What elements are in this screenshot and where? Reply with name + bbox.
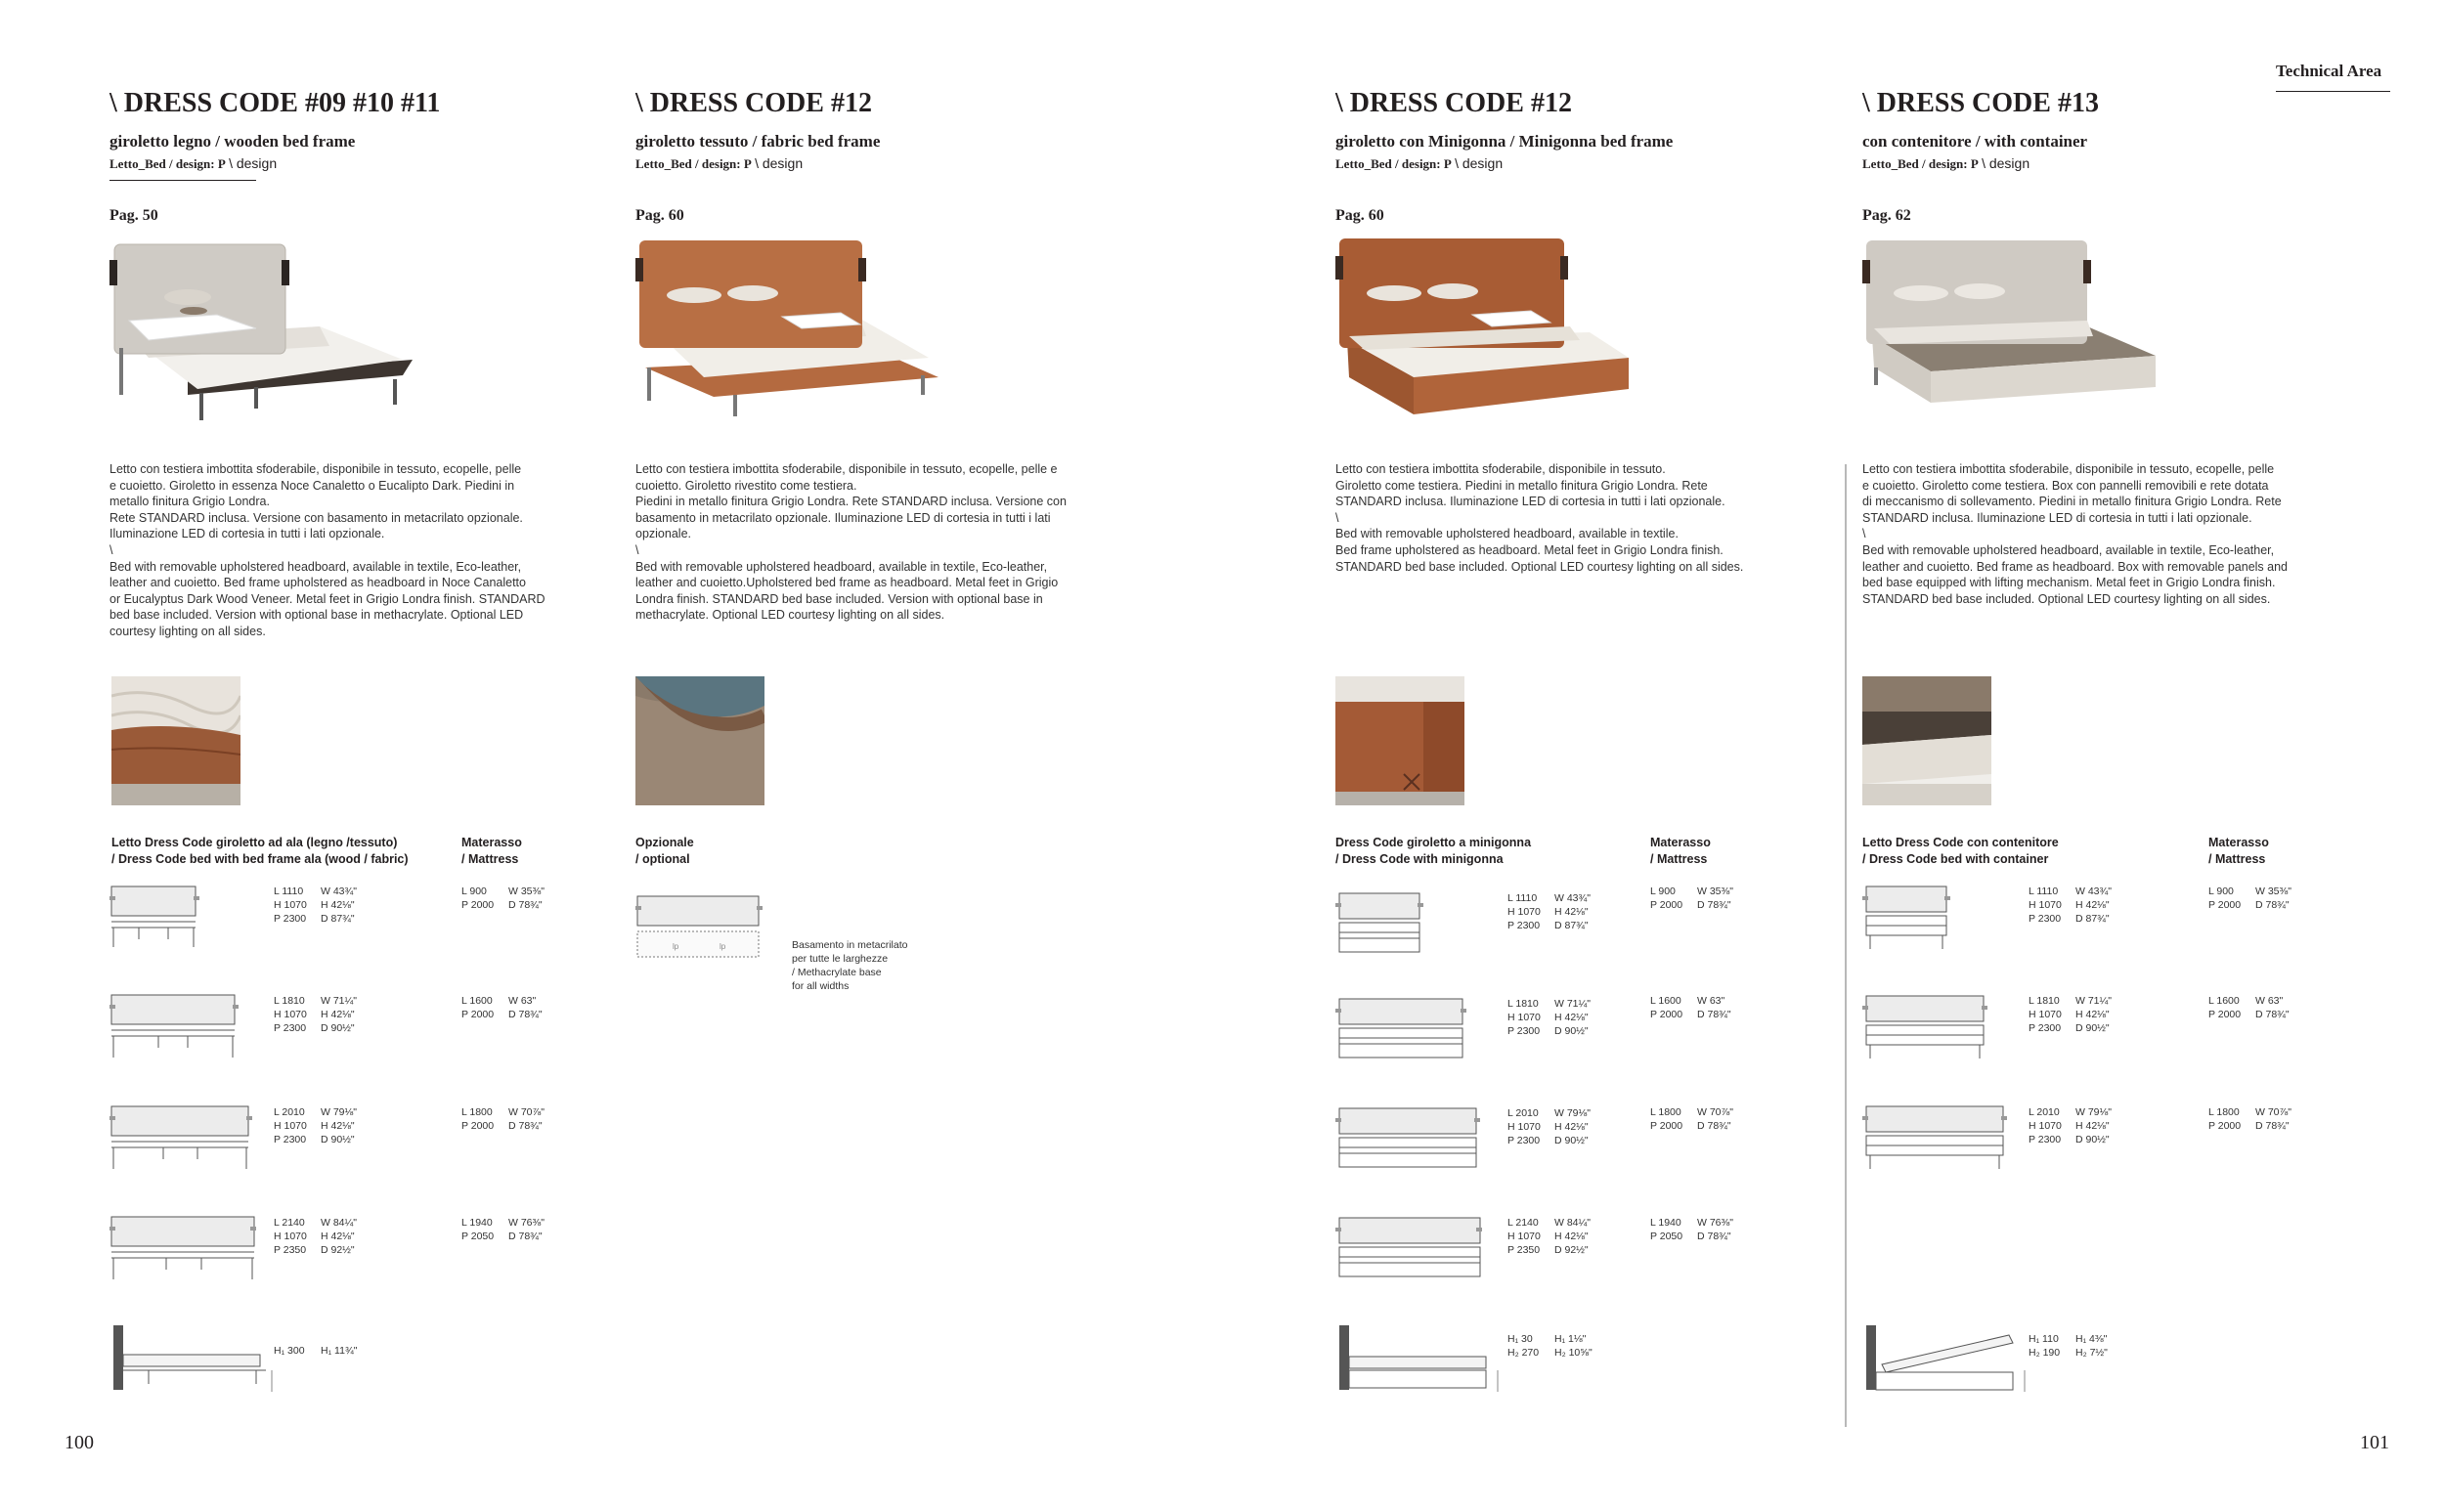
column-dress-code-09-10-11: [109, 0, 618, 1512]
dim-p: P 2350: [1507, 1244, 1541, 1256]
dim-d: D 87¾": [2075, 913, 2110, 925]
dim-hi: H 42⅛": [321, 1009, 355, 1020]
side-h2-in: H₂ 10⅝": [1554, 1347, 1593, 1359]
mat-d: D 78¾": [508, 899, 543, 911]
design-p: P: [743, 156, 752, 171]
dim-w: W 43¾": [321, 886, 357, 897]
column-subtitle: giroletto legno / wooden bed frame: [109, 132, 356, 151]
dim-d: D 92½": [321, 1244, 355, 1256]
dim-h: H 1070: [274, 1120, 307, 1132]
dim-h: H 1070: [274, 1231, 307, 1242]
dim-l: L 2010: [274, 1106, 305, 1118]
detail-photo-container: [1862, 676, 1991, 805]
side-h1-mm: H₁ 30: [1507, 1333, 1533, 1345]
dim-d: D 90½": [1554, 1135, 1589, 1146]
dim-d: D 90½": [2075, 1134, 2110, 1145]
mat-l: L 900: [1650, 886, 1676, 897]
bed-photo-minigonna: [1335, 231, 1648, 426]
dim-h: H 1070: [1507, 1121, 1541, 1133]
mat-d: D 78¾": [508, 1009, 543, 1020]
design-credit: [109, 155, 277, 172]
mat-d: D 78¾": [1697, 1009, 1731, 1020]
mat-w: W 35⅜": [508, 886, 545, 897]
mat-p: P 2000: [461, 899, 495, 911]
mat-l: L 1600: [1650, 995, 1681, 1007]
dim-w: W 71¼": [1554, 998, 1591, 1010]
dim-l: L 1110: [1507, 892, 1538, 904]
design-p: P: [1443, 156, 1452, 171]
mat-p: P 2000: [2208, 899, 2242, 911]
mat-w: W 76⅜": [1697, 1217, 1733, 1229]
dim-w: W 43¾": [2075, 886, 2112, 897]
design-prefix: Letto_Bed / design:: [109, 156, 215, 171]
mat-p: P 2000: [2208, 1120, 2242, 1132]
side-dimensions: [1507, 1332, 1593, 1360]
detail-photo-fabric: [635, 676, 764, 805]
side-h2-in: H₂ 7½": [2075, 1347, 2108, 1359]
mat-p: P 2050: [461, 1231, 495, 1242]
dim-p: P 2300: [1507, 1135, 1541, 1146]
column-subtitle: giroletto tessuto / fabric bed frame: [635, 132, 881, 151]
bed-dimensions-3: [2029, 1105, 2112, 1146]
bed-label: Letto Dress Code con contenitore / Dress Code bed with container: [1862, 836, 2059, 866]
mat-p: P 2000: [1650, 1120, 1683, 1132]
dim-hi: H 42⅛": [321, 1231, 355, 1242]
dim-l: L 1110: [274, 886, 304, 897]
design-credit: [635, 155, 803, 172]
bed-label: Dress Code giroletto a minigonna / Dress Code with minigonna: [1335, 836, 1532, 866]
bed-side-view-diagram: [1335, 1321, 1521, 1400]
mat-d: D 78¾": [1697, 1120, 1731, 1132]
page-number-left: 100: [65, 1432, 94, 1453]
dim-d: D 90½": [1554, 1025, 1589, 1037]
dim-hi: H 42⅛": [321, 1120, 355, 1132]
side-h2-mm: H₂ 190: [2029, 1347, 2061, 1359]
mat-w: W 76⅜": [508, 1217, 545, 1229]
bed-photo-container: [1862, 231, 2175, 426]
dim-w: W 71¼": [2075, 995, 2112, 1007]
mat-w: W 63": [1697, 995, 1725, 1007]
dim-p: P 2300: [274, 913, 307, 925]
bed-dimensions-4: [1507, 1216, 1591, 1257]
dim-d: D 87¾": [1554, 920, 1589, 931]
bed-diagram-size-3: [1862, 1104, 2009, 1178]
bed-side-view-container-diagram: [1862, 1321, 2048, 1400]
side-h1-in: H₁ 11¾": [321, 1345, 358, 1357]
dim-p: P 2350: [274, 1244, 307, 1256]
design-credit: [1335, 155, 1503, 172]
dim-w: W 79⅛": [1554, 1107, 1591, 1119]
description: Letto con testiera imbottita sfoderabile, disponibile in tessuto, ecopelle, pelle e cuoietto. Giroletto come testiera. Box con pannelli removibili e rete dotata di meccanismo di sollevamento. Piedini in metallo finitura Grigio Londra. Rete STANDARD inclusa. Iluminazione LED di cortesia in tutti i lati opzionale. \ Bed with removable upholstered headboard, available in textile, Eco-leather, leather and cuoietto. Bed frame as headboard. Box with removable panels and bed base equipped with lifting mechanism. Metal feet in Grigio Londra finish. STANDARD bed base included. Optional LED courtesy lighting on all sides.: [1862, 462, 2288, 606]
bed-diagram-size-1: [1335, 891, 1482, 965]
methacrylate-base-diagram: [635, 894, 782, 968]
description: Letto con testiera imbottita sfoderabile, disponibile in tessuto, ecopelle, pelle e cuoietto. Giroletto rivestito come testiera. Piedini in metallo finitura Grigio Londra. Rete STANDARD inclusa. Versione con basamento in metacrilato opzionale. Iluminazione LED di cortesia in tutti i lati opzionale. \ Bed with removable upholstered headboard, available in textile, Eco-leather, leather and cuoietto.Upholstered bed frame as headboard. Metal feet in Grigio Londra finish. STANDARD bed base included. Version with optional base in methacrylate. Optional LED courtesy lighting on all sides.: [635, 462, 1067, 623]
description: Letto con testiera imbottita sfoderabile, disponibile in tessuto. Giroletto come testiera. Piedini in metallo finitura Grigio Londra. Rete STANDARD inclusa. Iluminazione LED di cortesia in tutti i lati opzionale. \ Bed with removable upholstered headboard, available in textile. Bed frame upholstered as headboard. Metal feet in Grigio Londra finish. STANDARD bed base included. Optional LED courtesy lighting on all sides.: [1335, 462, 1744, 574]
design-prefix: Letto_Bed / design:: [635, 156, 741, 171]
dim-d: D 90½": [321, 1134, 355, 1145]
mattress-dimensions-3: [461, 1105, 545, 1133]
dim-d: D 92½": [1554, 1244, 1589, 1256]
design-p: P: [1970, 156, 1979, 171]
mat-w: W 63": [2255, 995, 2284, 1007]
mat-l: L 1800: [461, 1106, 493, 1118]
mat-p: P 2000: [461, 1009, 495, 1020]
dim-hi: H 42⅛": [1554, 1231, 1589, 1242]
dim-p: P 2300: [2029, 1134, 2062, 1145]
dim-w: W 79⅛": [321, 1106, 357, 1118]
page-reference: Pag. 60: [635, 207, 684, 224]
bed-dimensions-1: [2029, 885, 2112, 926]
mattress-dimensions-2: [461, 994, 543, 1021]
dim-p: P 2300: [274, 1022, 307, 1034]
column-title: \ DRESS CODE #09 #10 #11: [109, 88, 441, 118]
page-reference: Pag. 62: [1862, 207, 1911, 224]
mat-d: D 78¾": [2255, 1009, 2290, 1020]
bed-photo-wooden-frame: [109, 231, 422, 426]
side-h1-in: H₁ 4⅜": [2075, 1333, 2108, 1345]
bed-label: Letto Dress Code giroletto ad ala (legno /tessuto) / Dress Code bed with bed frame ala (wood / fabric): [111, 836, 409, 866]
mat-p: P 2000: [461, 1120, 495, 1132]
side-h1-mm: H₁ 300: [274, 1345, 305, 1357]
mattress-label: Materasso / Mattress: [1650, 836, 1711, 866]
svg-text:lp: lp: [720, 942, 726, 951]
bed-diagram-size-1: [1862, 885, 2009, 958]
side-dimensions: [274, 1344, 357, 1358]
dim-h: H 1070: [1507, 1012, 1541, 1023]
mat-l: L 900: [461, 886, 487, 897]
bed-dimensions-3: [1507, 1106, 1591, 1147]
dim-d: D 87¾": [321, 913, 355, 925]
bed-dimensions-3: [274, 1105, 357, 1146]
design-rule: [109, 180, 256, 181]
mat-d: D 78¾": [508, 1120, 543, 1132]
column-divider: [1845, 464, 1847, 1427]
mattress-dimensions-1: [2208, 885, 2291, 912]
column-dress-code-13: [1862, 0, 2371, 1512]
mat-p: P 2000: [2208, 1009, 2242, 1020]
bed-diagram-size-3: [1335, 1106, 1482, 1180]
mat-l: L 1800: [2208, 1106, 2240, 1118]
bed-diagram-size-4: [109, 1215, 256, 1288]
mattress-label: Materasso / Mattress: [461, 836, 522, 866]
mat-l: L 1600: [2208, 995, 2240, 1007]
mat-d: D 78¾": [508, 1231, 543, 1242]
dim-l: L 1810: [1507, 998, 1539, 1010]
mat-w: W 63": [508, 995, 537, 1007]
dim-p: P 2300: [1507, 1025, 1541, 1037]
mat-w: W 35⅜": [1697, 886, 1733, 897]
mat-l: L 1940: [1650, 1217, 1681, 1229]
dim-hi: H 42⅛": [1554, 906, 1589, 918]
column-title: \ DRESS CODE #12: [1335, 88, 1572, 118]
bed-dimensions-2: [1507, 997, 1591, 1038]
mat-d: D 78¾": [2255, 1120, 2290, 1132]
dim-l: L 1810: [2029, 995, 2060, 1007]
dim-h: H 1070: [2029, 1009, 2062, 1020]
design-suffix: \ design: [755, 155, 804, 171]
mat-d: D 78¾": [1697, 899, 1731, 911]
dim-l: L 2140: [274, 1217, 305, 1229]
mat-w: W 70⅞": [2255, 1106, 2291, 1118]
mattress-label: Materasso / Mattress: [2208, 836, 2269, 866]
design-prefix: Letto_Bed / design:: [1862, 156, 1968, 171]
column-subtitle: giroletto con Minigonna / Minigonna bed frame: [1335, 132, 1674, 151]
design-suffix: \ design: [229, 155, 278, 171]
bed-diagram-size-2: [1862, 994, 2009, 1067]
dim-d: D 90½": [2075, 1022, 2110, 1034]
dim-l: L 1110: [2029, 886, 2059, 897]
side-h1-in: H₁ 1⅛": [1554, 1333, 1587, 1345]
bed-dimensions-1: [274, 885, 357, 926]
bed-diagram-size-2: [1335, 997, 1482, 1070]
dim-hi: H 42⅛": [2075, 899, 2110, 911]
bed-side-view-diagram: [109, 1321, 295, 1400]
dim-hi: H 42⅛": [2075, 1120, 2110, 1132]
mattress-dimensions-3: [1650, 1105, 1733, 1133]
dim-hi: H 42⅛": [321, 899, 355, 911]
column-title: \ DRESS CODE #13: [1862, 88, 2099, 118]
side-h1-mm: H₁ 110: [2029, 1333, 2059, 1345]
bed-photo-fabric-frame: [635, 231, 948, 426]
dim-h: H 1070: [274, 1009, 307, 1020]
mat-l: L 1600: [461, 995, 493, 1007]
mattress-dimensions-4: [1650, 1216, 1733, 1243]
dim-p: P 2300: [274, 1134, 307, 1145]
page-reference: Pag. 60: [1335, 207, 1384, 224]
mat-p: P 2000: [1650, 1009, 1683, 1020]
dim-h: H 1070: [1507, 1231, 1541, 1242]
dim-w: W 84¼": [321, 1217, 357, 1229]
column-subtitle: con contenitore / with container: [1862, 132, 2088, 151]
column-dress-code-12-fabric: [635, 0, 1144, 1512]
description: Letto con testiera imbottita sfoderabile, disponibile in tessuto, ecopelle, pelle e cuoietto. Giroletto in essenza Noce Canaletto o Eucalipto Dark. Piedini in metallo finitura Grigio Londra. Rete STANDARD inclusa. Versione con basamento in metacrilato opzionale. Iluminazione LED di cortesia in tutti i lati opzionale. \ Bed with removable upholstered headboard, available in textile, Eco-leather, leather and cuoietto. Bed frame upholstered as headboard in Noce Canaletto or Eucalyptus Dark Wood Veneer. Metal feet in Grigio Londra finish. STANDARD bed base included. Version with optional base in methacrylate. Optional LED courtesy lighting on all sides.: [109, 462, 546, 638]
page-reference: Pag. 50: [109, 207, 158, 224]
mattress-dimensions-1: [1650, 885, 1733, 912]
mattress-dimensions-2: [2208, 994, 2290, 1021]
bed-dimensions-4: [274, 1216, 357, 1257]
svg-text:lp: lp: [673, 942, 679, 951]
detail-photo-minigonna: [1335, 676, 1464, 805]
dim-h: H 1070: [1507, 906, 1541, 918]
dim-hi: H 42⅛": [1554, 1012, 1589, 1023]
mat-l: L 1940: [461, 1217, 493, 1229]
design-suffix: \ design: [1982, 155, 2030, 171]
mat-w: W 70⅞": [508, 1106, 545, 1118]
mattress-dimensions-3: [2208, 1105, 2291, 1133]
dim-l: L 1810: [274, 995, 305, 1007]
side-h2-mm: H₂ 270: [1507, 1347, 1540, 1359]
bed-diagram-size-4: [1335, 1216, 1482, 1289]
dim-w: W 84¼": [1554, 1217, 1591, 1229]
page-number-right: 101: [2360, 1432, 2389, 1453]
technical-area-label: Technical Area: [2276, 62, 2382, 80]
optional-label: Opzionale / optional: [635, 836, 694, 866]
methacrylate-note: Basamento in metacrilato per tutte le larghezze / Methacrylate base for all widths: [792, 939, 908, 992]
column-dress-code-12-minigonna: [1335, 0, 1844, 1512]
side-dimensions: [2029, 1332, 2108, 1360]
mat-l: L 1800: [1650, 1106, 1681, 1118]
bed-dimensions-1: [1507, 891, 1591, 932]
dim-d: D 90½": [321, 1022, 355, 1034]
dim-l: L 2140: [1507, 1217, 1539, 1229]
design-prefix: Letto_Bed / design:: [1335, 156, 1441, 171]
mat-w: W 70⅞": [1697, 1106, 1733, 1118]
mattress-dimensions-4: [461, 1216, 545, 1243]
dim-p: P 2300: [2029, 913, 2062, 925]
dim-h: H 1070: [274, 899, 307, 911]
detail-photo-wooden-frame: [111, 676, 240, 805]
bed-diagram-size-2: [109, 993, 256, 1066]
mattress-dimensions-1: [461, 885, 545, 912]
dim-h: H 1070: [2029, 1120, 2062, 1132]
dim-h: H 1070: [2029, 899, 2062, 911]
dim-p: P 2300: [2029, 1022, 2062, 1034]
mat-p: P 2050: [1650, 1231, 1683, 1242]
dim-hi: H 42⅛": [2075, 1009, 2110, 1020]
bed-diagram-size-3: [109, 1104, 256, 1178]
dim-w: W 79⅛": [2075, 1106, 2112, 1118]
mat-d: D 78¾": [1697, 1231, 1731, 1242]
mat-d: D 78¾": [2255, 899, 2290, 911]
dim-l: L 2010: [2029, 1106, 2060, 1118]
bed-dimensions-2: [2029, 994, 2112, 1035]
dim-w: W 43¾": [1554, 892, 1591, 904]
dim-w: W 71¼": [321, 995, 357, 1007]
bed-dimensions-2: [274, 994, 357, 1035]
dim-p: P 2300: [1507, 920, 1541, 931]
column-title: \ DRESS CODE #12: [635, 88, 872, 118]
design-suffix: \ design: [1455, 155, 1504, 171]
dim-l: L 2010: [1507, 1107, 1539, 1119]
mattress-dimensions-2: [1650, 994, 1731, 1021]
mat-l: L 900: [2208, 886, 2234, 897]
dim-hi: H 42⅛": [1554, 1121, 1589, 1133]
bed-diagram-size-1: [109, 885, 256, 958]
mat-p: P 2000: [1650, 899, 1683, 911]
design-credit: [1862, 155, 2029, 172]
design-p: P: [217, 156, 226, 171]
mat-w: W 35⅜": [2255, 886, 2291, 897]
